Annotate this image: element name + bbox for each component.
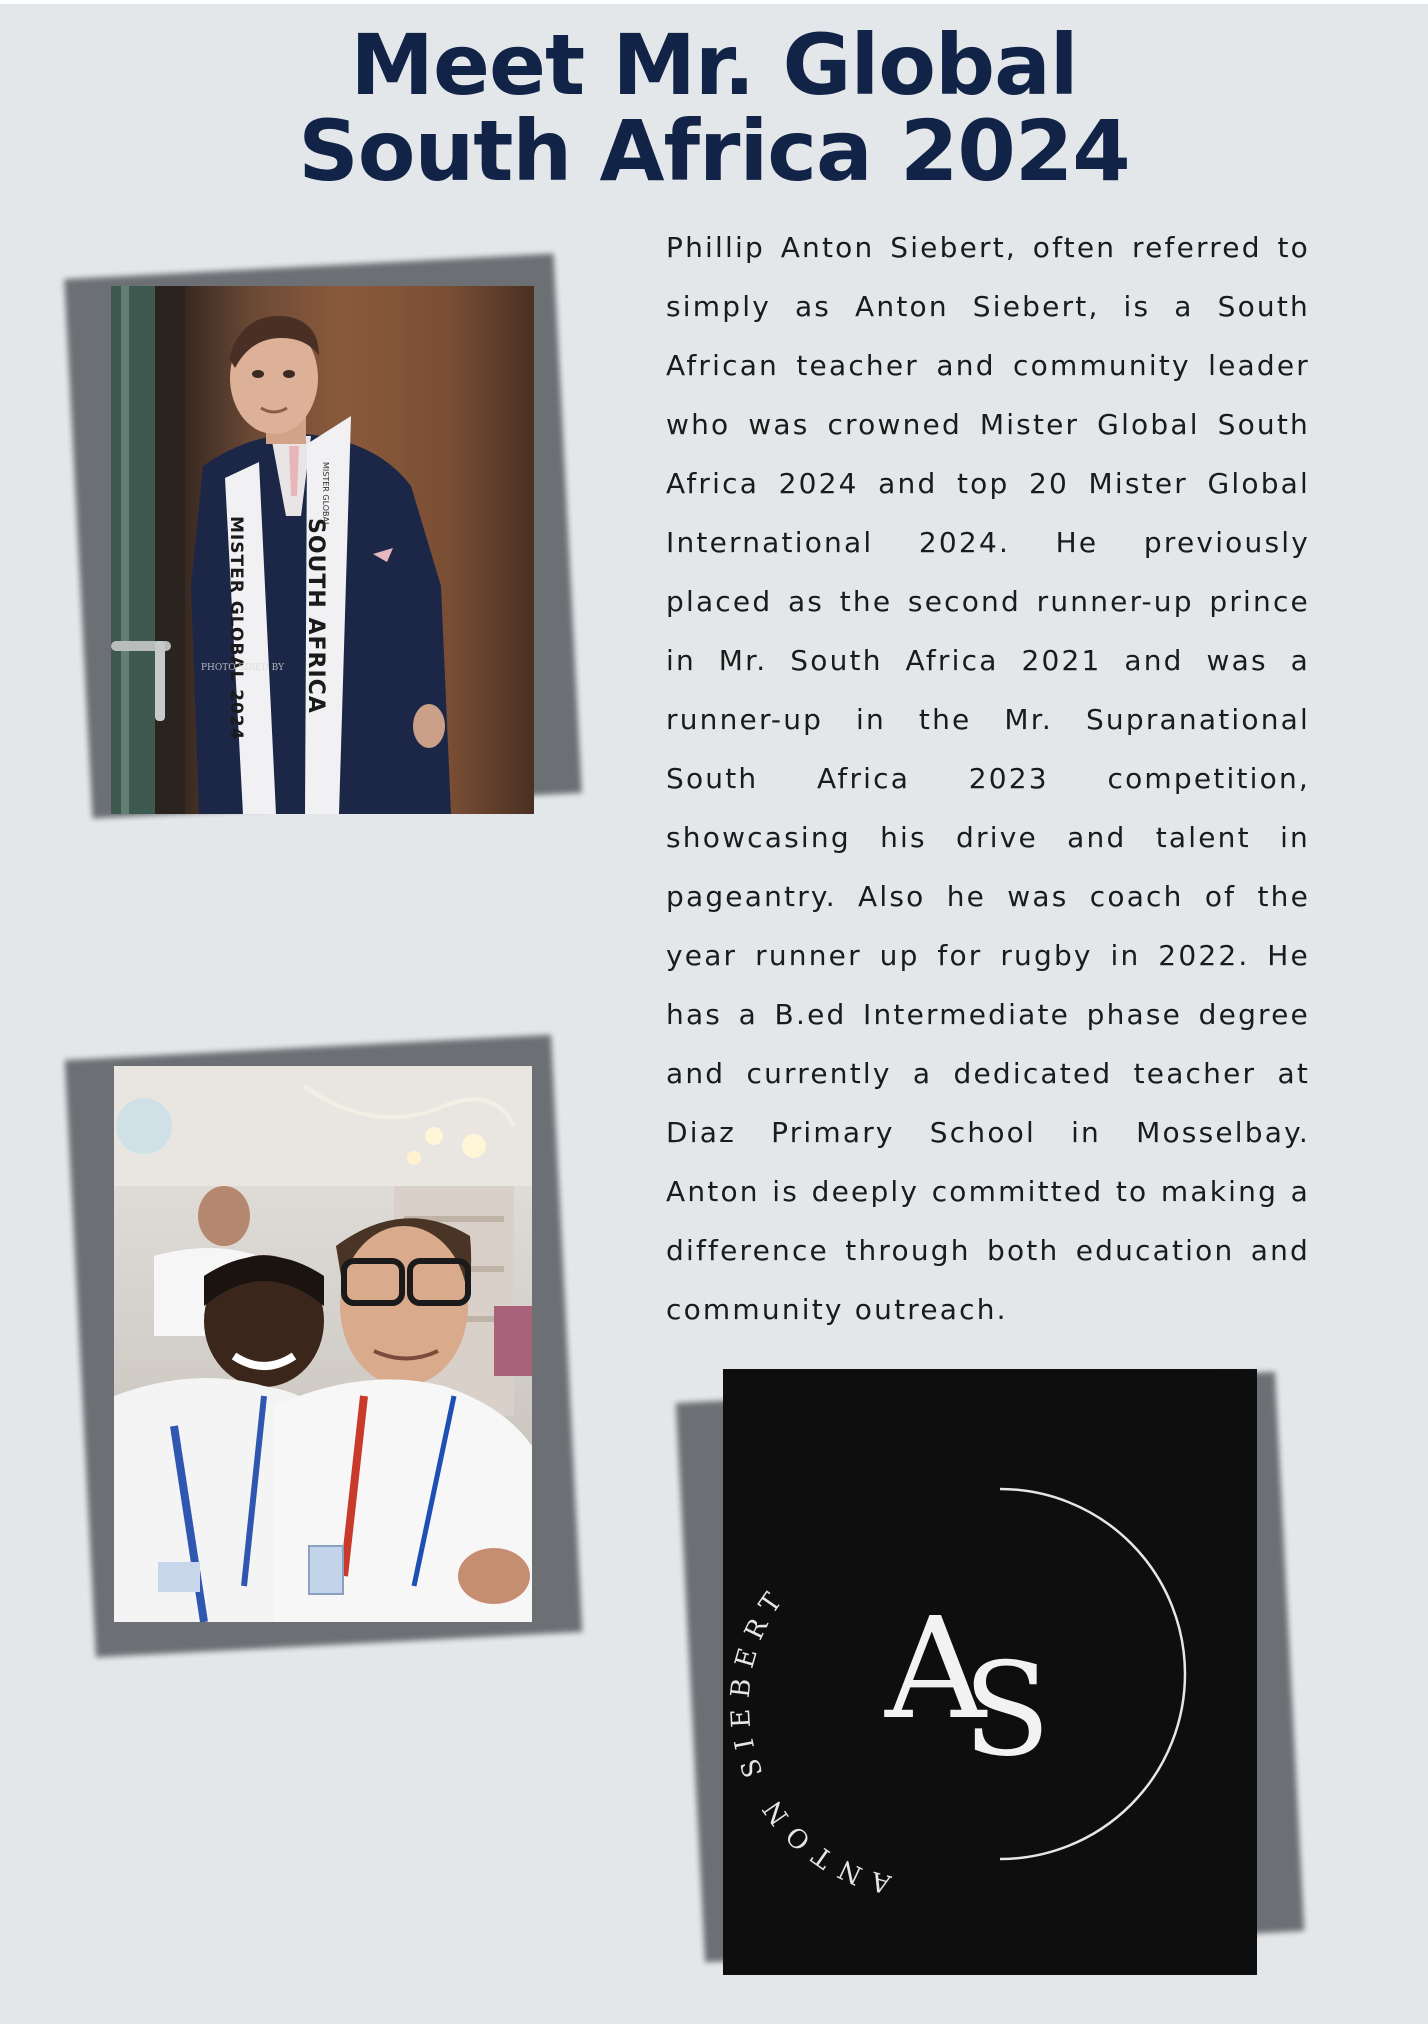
logo-graphic — [723, 1369, 1257, 1975]
sash-right-text: SOUTH AFRICA — [303, 518, 328, 714]
title-line-1: Meet Mr. Global — [350, 16, 1078, 114]
photo-watermark: PHOTO SIRED BY — [201, 663, 285, 673]
sash-left-text: MISTER GLOBAL 2024 — [226, 516, 246, 741]
portrait-illustration — [111, 286, 534, 814]
logo-letter-a: A — [885, 1588, 987, 1751]
logo-card — [723, 1369, 1257, 1975]
logo-letter-s: S — [963, 1636, 1051, 1785]
selfie-photo — [114, 1066, 532, 1622]
page-title — [0, 16, 1428, 200]
portrait-photo — [111, 286, 534, 814]
sash-small-text: MISTER GLOBAL — [321, 462, 330, 527]
selfie-illustration — [114, 1066, 532, 1622]
title-line-2: South Africa 2024 — [298, 102, 1130, 200]
logo-ring-text: ANTON SIEBERT — [725, 1579, 894, 1899]
page — [0, 4, 1428, 2024]
biography-text: Phillip Anton Siebert, often referred to simply as Anton Siebert, is a South African teacher and community leader who was crowned Mister Global South Africa 2024 and top 20 Mister Global International 2024. He previously placed as the second runner-up prince in Mr. South Africa 2021 and was a runner-up in the Mr. Supranational South Africa 2023 competition, showcasing his drive and talent in pageantry. Also he was coach of the year runner up for rugby in 2022. He has a B.ed Intermediate phase degree and currently a dedicated teacher at Diaz Primary School in Mosselbay. Anton is deeply committed to making a difference through both education and community outreach. — [666, 231, 1310, 1326]
